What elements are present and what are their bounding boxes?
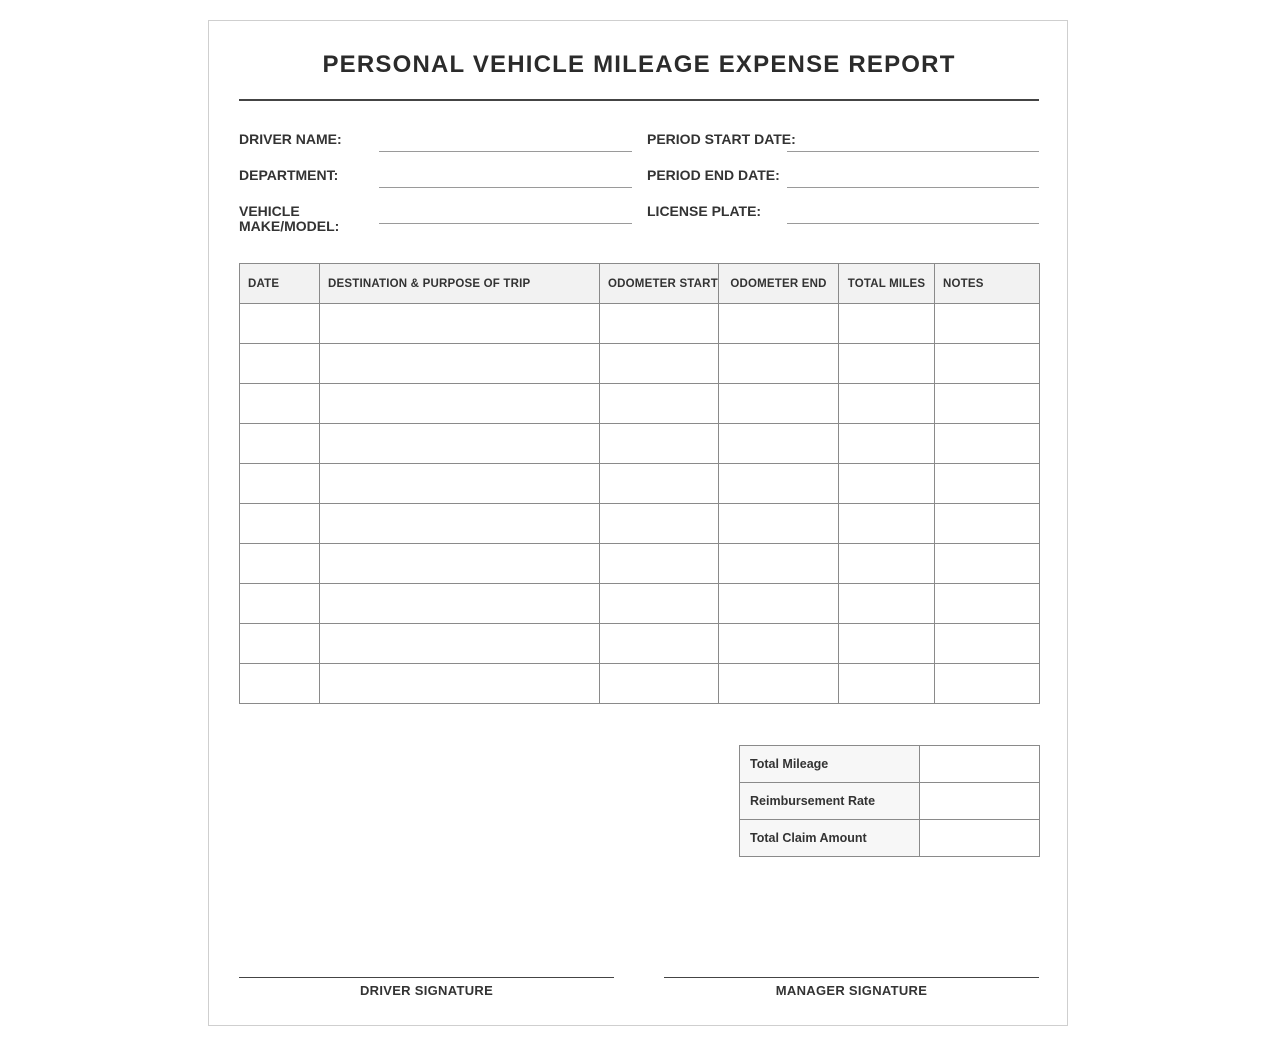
mileage-log-table: [239, 263, 1040, 704]
table-cell[interactable]: [240, 464, 320, 504]
table-cell[interactable]: [719, 624, 839, 664]
manager-signature-label: MANAGER SIGNATURE: [775, 983, 928, 998]
table-cell[interactable]: [935, 464, 1040, 504]
table-cell[interactable]: [600, 304, 719, 344]
table-cell[interactable]: [935, 544, 1040, 584]
table-cell[interactable]: [320, 384, 600, 424]
table-cell[interactable]: [600, 624, 719, 664]
column-header-destination-purpose: DESTINATION & PURPOSE OF TRIP: [320, 264, 600, 304]
table-cell[interactable]: [719, 464, 839, 504]
title-divider: [239, 99, 1039, 101]
column-header-notes: NOTES: [935, 264, 1040, 304]
table-cell[interactable]: [935, 384, 1040, 424]
total-mileage-value[interactable]: [920, 746, 1040, 783]
table-cell[interactable]: [719, 304, 839, 344]
table-cell[interactable]: [320, 464, 600, 504]
table-cell[interactable]: [719, 344, 839, 384]
vehicle-make-model-field[interactable]: [379, 223, 632, 224]
table-cell[interactable]: [935, 504, 1040, 544]
mileage-log-body: [240, 304, 1040, 704]
table-cell[interactable]: [839, 344, 935, 384]
table-row: [240, 384, 1040, 424]
table-cell[interactable]: [839, 384, 935, 424]
period-end-date-field[interactable]: [787, 187, 1039, 188]
manager-signature-line[interactable]: [664, 977, 1039, 978]
summary-row-total-claim-amount: [740, 820, 1040, 857]
table-cell[interactable]: [935, 424, 1040, 464]
table-cell[interactable]: [320, 584, 600, 624]
summary-table: [739, 745, 1040, 857]
table-cell[interactable]: [320, 624, 600, 664]
column-header-odometer-start: ODOMETER START: [600, 264, 719, 304]
table-cell[interactable]: [839, 304, 935, 344]
table-cell[interactable]: [240, 344, 320, 384]
period-start-date-field[interactable]: [787, 151, 1039, 152]
table-cell[interactable]: [600, 584, 719, 624]
report-page: [208, 20, 1068, 1026]
reimbursement-rate-value[interactable]: [920, 783, 1040, 820]
driver-signature-label: DRIVER SIGNATURE: [359, 983, 494, 998]
table-cell[interactable]: [719, 664, 839, 704]
driver-name-label: DRIVER NAME:: [239, 131, 342, 147]
driver-name-field[interactable]: [379, 151, 632, 152]
table-cell[interactable]: [719, 424, 839, 464]
table-cell[interactable]: [240, 584, 320, 624]
total-claim-amount-label: Total Claim Amount: [740, 820, 920, 857]
table-cell[interactable]: [719, 544, 839, 584]
department-field[interactable]: [379, 187, 632, 188]
table-cell[interactable]: [320, 304, 600, 344]
table-cell[interactable]: [600, 424, 719, 464]
table-cell[interactable]: [600, 464, 719, 504]
table-cell[interactable]: [240, 504, 320, 544]
vehicle-label-line1: VEHICLE: [239, 203, 300, 219]
table-cell[interactable]: [320, 504, 600, 544]
total-mileage-label: Total Mileage: [740, 746, 920, 783]
license-plate-label: LICENSE PLATE:: [647, 203, 762, 219]
table-cell[interactable]: [719, 584, 839, 624]
table-row: [240, 344, 1040, 384]
table-header-row: [240, 264, 1040, 304]
table-cell[interactable]: [320, 424, 600, 464]
table-cell[interactable]: [935, 584, 1040, 624]
summary-row-reimbursement-rate: [740, 783, 1040, 820]
table-cell[interactable]: [839, 584, 935, 624]
license-plate-field[interactable]: [787, 223, 1039, 224]
table-cell[interactable]: [240, 384, 320, 424]
table-cell[interactable]: [600, 344, 719, 384]
table-cell[interactable]: [935, 624, 1040, 664]
table-cell[interactable]: [240, 424, 320, 464]
table-cell[interactable]: [600, 384, 719, 424]
table-cell[interactable]: [935, 664, 1040, 704]
table-row: [240, 504, 1040, 544]
table-cell[interactable]: [719, 504, 839, 544]
period-end-date-label: PERIOD END DATE:: [647, 167, 780, 183]
table-cell[interactable]: [600, 504, 719, 544]
table-row: [240, 544, 1040, 584]
table-cell[interactable]: [320, 344, 600, 384]
table-row: [240, 304, 1040, 344]
reimbursement-rate-label: Reimbursement Rate: [740, 783, 920, 820]
table-cell[interactable]: [320, 544, 600, 584]
table-cell[interactable]: [320, 664, 600, 704]
driver-signature-line[interactable]: [239, 977, 614, 978]
column-header-date: DATE: [240, 264, 320, 304]
table-cell[interactable]: [240, 624, 320, 664]
table-cell[interactable]: [839, 664, 935, 704]
table-row: [240, 584, 1040, 624]
vehicle-label-line2: MAKE/MODEL:: [239, 218, 340, 234]
column-header-total-miles: TOTAL MILES: [839, 264, 935, 304]
report-title: PERSONAL VEHICLE MILEAGE EXPENSE REPORT: [322, 51, 956, 78]
table-cell[interactable]: [839, 544, 935, 584]
table-cell[interactable]: [600, 544, 719, 584]
table-row: [240, 624, 1040, 664]
table-row: [240, 424, 1040, 464]
table-row: [240, 664, 1040, 704]
column-header-odometer-end: ODOMETER END: [719, 264, 839, 304]
table-cell[interactable]: [719, 384, 839, 424]
table-cell[interactable]: [935, 304, 1040, 344]
table-cell[interactable]: [240, 304, 320, 344]
department-label: DEPARTMENT:: [239, 167, 339, 183]
table-cell[interactable]: [240, 544, 320, 584]
vehicle-make-model-label: [239, 204, 339, 234]
table-cell[interactable]: [935, 344, 1040, 384]
table-row: [240, 464, 1040, 504]
total-claim-amount-value[interactable]: [920, 820, 1040, 857]
table-cell[interactable]: [839, 424, 935, 464]
table-cell[interactable]: [240, 664, 320, 704]
table-cell[interactable]: [600, 664, 719, 704]
summary-row-total-mileage: [740, 746, 1040, 783]
table-cell[interactable]: [839, 504, 935, 544]
table-cell[interactable]: [839, 464, 935, 504]
table-cell[interactable]: [839, 624, 935, 664]
period-start-date-label: PERIOD START DATE:: [647, 131, 796, 147]
